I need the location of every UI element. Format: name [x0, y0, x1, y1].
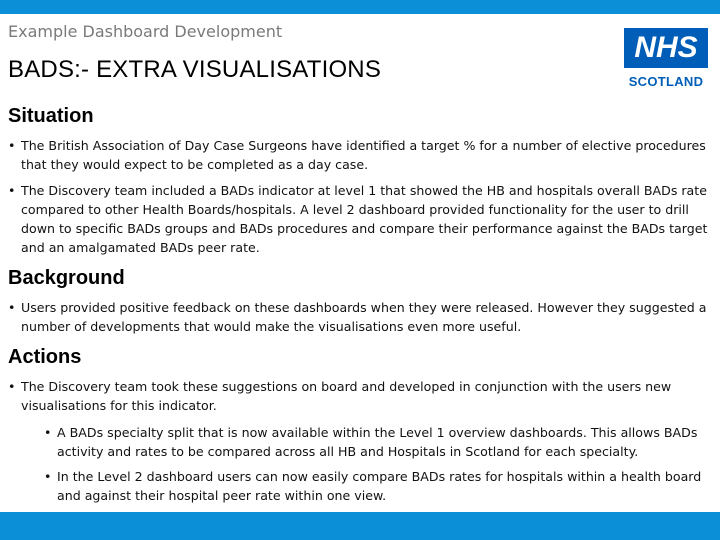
section-heading-background: Background	[8, 267, 125, 289]
slide-subtitle: Example Dashboard Development	[8, 22, 283, 41]
nhs-logo-box	[624, 28, 708, 68]
situation-bullet-list	[8, 136, 708, 257]
bottom-accent-bar	[0, 512, 720, 540]
section-background	[8, 266, 708, 336]
list-item: • The Discovery team included a BADs indicator at level 1 that showed the HB and hospitals overall BADs rate compared to other Health Boards/hospitals. A level 2 dashboard provided functionality for the user to drill down to specific BADs groups and BADs procedures and compare their performance against the BADs target and an amalgamated BADs peer rate.	[8, 181, 708, 257]
section-heading-actions: Actions	[8, 346, 82, 368]
actions-sub-bullet-list	[44, 423, 708, 505]
list-item: • A BADs specialty split that is now available within the Level 1 overview dashboards. This allows BADs activity and rates to be compared across all HB and Hospitals in Scotland for each specialty.	[44, 423, 708, 461]
scotland-logo-text: SCOTLAND	[628, 74, 704, 89]
section-heading-situation: Situation	[8, 105, 94, 127]
section-actions	[8, 345, 708, 505]
actions-bullet-list	[8, 377, 708, 415]
background-bullet-list	[8, 298, 708, 336]
list-item: • The Discovery team took these suggestions on board and developed in conjunction with the users new visualisations for this indicator.	[8, 377, 708, 415]
list-item: • In the Level 2 dashboard users can now easily compare BADs rates for hospitals within a health board and against their hospital peer rate within one view.	[44, 467, 708, 505]
slide-title: BADS:- EXTRA VISUALISATIONS	[8, 56, 382, 83]
nhs-scotland-logo	[620, 24, 712, 94]
top-accent-bar	[0, 0, 720, 14]
section-situation	[8, 104, 708, 257]
nhs-logo-text: NHS	[634, 31, 698, 64]
list-item: • Users provided positive feedback on these dashboards when they were released. However they suggested a number of developments that would make the visualisations even more useful.	[8, 298, 708, 336]
list-item: • The British Association of Day Case Surgeons have identified a target % for a number of elective procedures that they would expect to be completed as a day case.	[8, 136, 708, 174]
